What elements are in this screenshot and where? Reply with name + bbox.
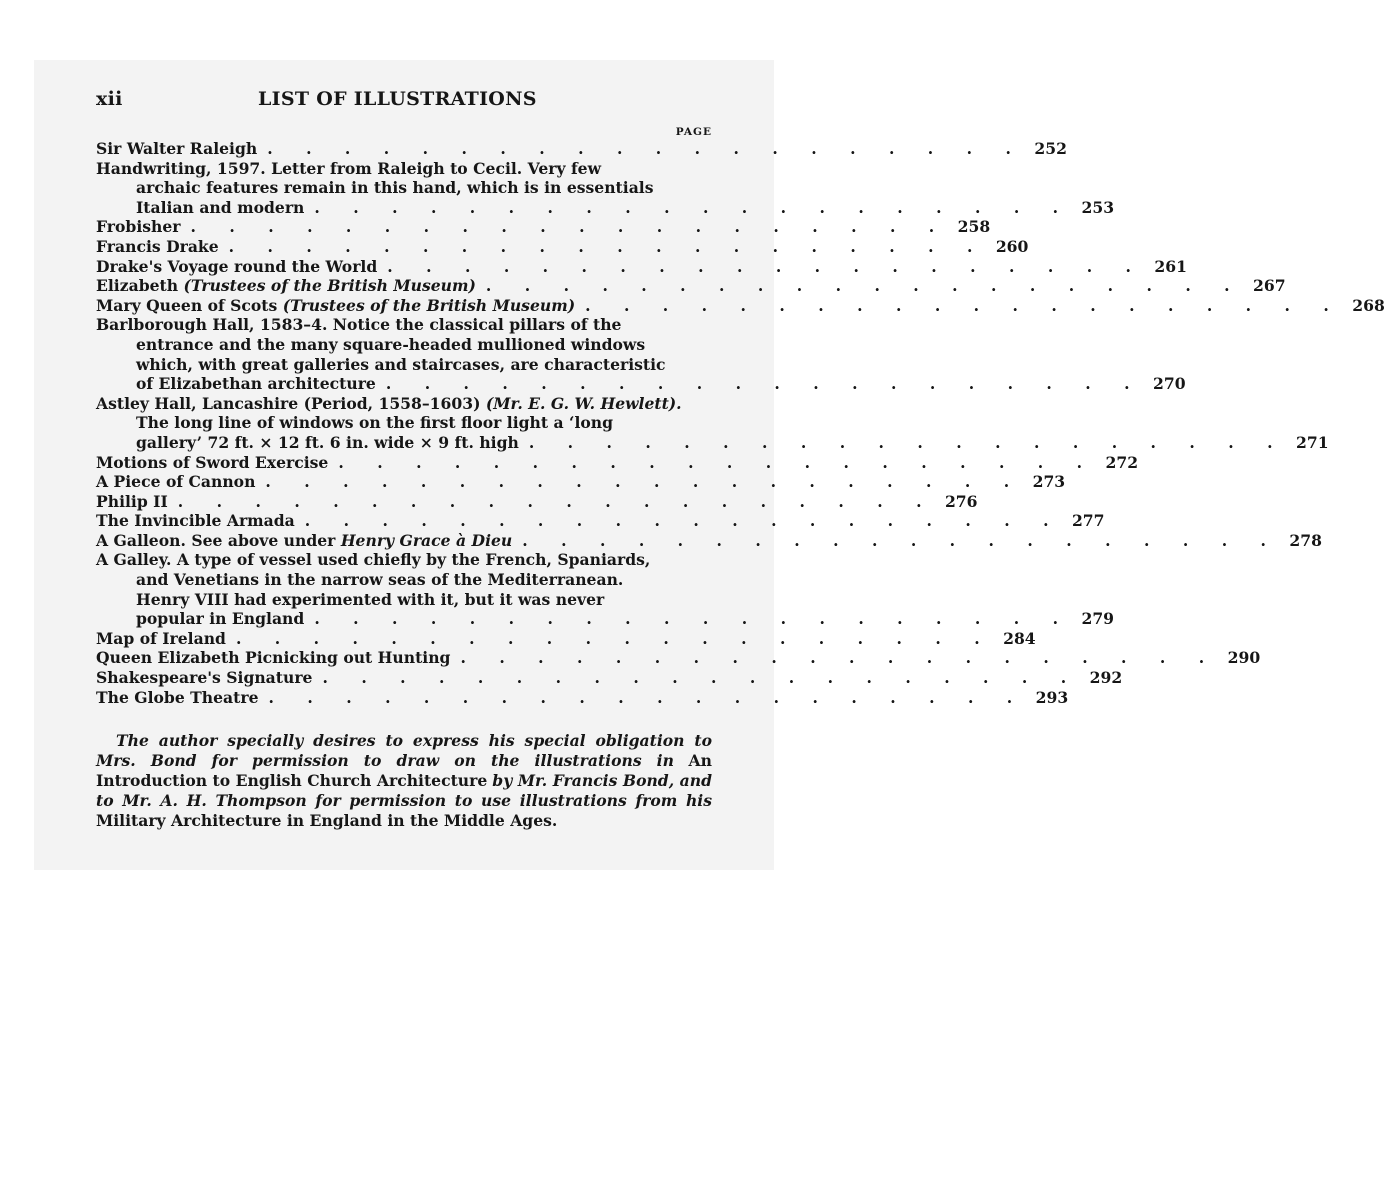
entry-page-number: 279 <box>1081 609 1115 629</box>
entry-text-line: Handwriting, 1597. Letter from Raleigh to Cecil. Very few <box>96 158 602 178</box>
entry-text-line: Barlborough Hall, 1583–4. Notice the classical pillars of the <box>96 315 622 335</box>
entry-title-text: A Piece of Cannon <box>96 472 256 492</box>
entry-page-number: 293 <box>1035 687 1069 707</box>
entry-credit: (Mr. E. G. W. Hewlett). <box>485 393 682 413</box>
entry-title <box>96 668 312 688</box>
illustration-entry <box>96 256 1187 277</box>
page-folio: xii <box>96 88 123 110</box>
entry-title-text: gallery’ 72 ft. × 12 ft. 6 in. wide × 9 ft. high <box>136 432 519 452</box>
entry-leader-line <box>96 256 1187 277</box>
entry-leader-line <box>96 374 1186 394</box>
entry-title <box>96 688 259 708</box>
entry-text-line: The long line of windows on the first floor light a ‘long <box>136 413 614 433</box>
entry-leader-line <box>96 511 1105 531</box>
entry-title <box>96 453 328 473</box>
entry-leader-line <box>96 668 1123 688</box>
entry-title <box>96 257 377 277</box>
entry-text-line: and Venetians in the narrow seas of the Mediterranean. <box>136 570 624 590</box>
page-column-heading: PAGE <box>675 126 712 138</box>
entry-page-number: 253 <box>1081 197 1115 217</box>
dot-leader: . . . . . . . . . . . . . . . . . . . . <box>304 511 1063 531</box>
illustration-entry <box>96 139 1067 159</box>
illustration-entry <box>96 628 1036 649</box>
entry-first-line <box>96 394 712 414</box>
entry-title <box>96 296 575 316</box>
illustration-entry <box>96 530 1322 551</box>
illustration-entry <box>96 295 1385 316</box>
entry-credit: (Trustees of the British Museum) <box>183 276 476 296</box>
dot-leader: . . . . . . . . . . . . . . . . . . . . <box>385 374 1144 394</box>
entry-leader-line <box>96 530 1322 551</box>
entry-leader-line <box>96 236 1029 257</box>
dot-leader: . . . . . . . . . . . . . . . . . . . . <box>228 236 987 256</box>
dot-leader: . . . . . . . . . . . . . . . . . . . . <box>460 648 1219 668</box>
entry-leader-line <box>96 139 1067 159</box>
entry-title <box>96 511 295 531</box>
illustration-entry <box>96 511 1105 531</box>
entry-leader-line <box>96 687 1069 708</box>
dot-leader: . . . . . . . . . . . . . . . . . . . . <box>322 668 1081 688</box>
entry-title-text: popular in England <box>136 609 305 629</box>
dot-leader: . . . . . . . . . . . . . . . . . . . . <box>314 197 1073 217</box>
entry-title-text: Mary Queen of Scots <box>96 295 278 315</box>
illustration-entry <box>96 668 1123 688</box>
entry-text-line: A Galley. A type of vessel used chiefly by the French, Spaniards, <box>96 550 651 570</box>
illustration-entry <box>96 236 1029 257</box>
entry-leader-line <box>96 217 991 237</box>
illustration-entry <box>96 217 991 237</box>
dot-leader: . . . . . . . . . . . . . . . . . . . . <box>314 609 1073 629</box>
entry-leader-line <box>96 295 1385 316</box>
entry-title <box>136 433 519 453</box>
dot-leader: . . . . . . . . . . . . . . . . . . . . <box>235 628 994 648</box>
dot-leader: . . . . . . . . . . . . . . . . . . . . <box>528 432 1287 452</box>
illustration-list <box>96 139 1385 707</box>
entry-title-text: The Globe Theatre <box>96 687 259 707</box>
entry-title <box>96 276 476 296</box>
dot-leader: . . . . . . . . . . . . . . . . . . . . <box>267 139 1025 158</box>
entry-page-number: 258 <box>957 217 991 237</box>
entry-title <box>96 629 226 649</box>
illustration-entry <box>96 276 1286 296</box>
entry-page-number: 277 <box>1071 511 1105 531</box>
entry-leader-line <box>96 432 1329 453</box>
entry-title-text: Philip II <box>96 491 168 511</box>
entry-page-number: 272 <box>1105 452 1139 472</box>
dot-leader: . . . . . . . . . . . . . . . . . . . . <box>387 256 1145 276</box>
acknowledgement-note <box>96 731 712 831</box>
entry-title <box>136 609 304 629</box>
entry-page-number: 271 <box>1296 432 1329 452</box>
entry-title-text: Map of Ireland <box>96 628 226 648</box>
entry-leader-line <box>96 491 978 512</box>
dot-leader: . . . . . . . . . . . . . . . . . . . . <box>585 295 1343 315</box>
entry-text-line: Henry VIII had experimented with it, but it was never <box>136 589 605 609</box>
entry-page-number: 276 <box>944 491 978 511</box>
illustration-entry <box>96 491 978 512</box>
entry-credit: (Trustees of the British Museum) <box>282 295 576 315</box>
entry-leader-line <box>96 276 1286 296</box>
dot-leader: . . . . . . . . . . . . . . . . . . . . <box>485 276 1244 296</box>
entry-leader-line <box>96 197 1115 218</box>
illustration-entry <box>96 648 1261 668</box>
entry-title <box>96 531 512 551</box>
entry-text-line: archaic features remain in this hand, which is in essentials <box>136 178 654 198</box>
dot-leader: . . . . . . . . . . . . . . . . . . . . <box>268 687 1027 707</box>
note-roman-1: An Introduction to English Church Architecture <box>96 751 712 791</box>
page-title: LIST OF ILLUSTRATIONS <box>258 88 537 110</box>
running-head <box>96 88 712 118</box>
entry-title <box>96 217 181 237</box>
note-italic-1: The author specially desires to express his special obligation to Mrs. Bond for permission to draw on the illustrations in <box>96 731 712 771</box>
entry-title-text: A Galleon. See above under <box>96 530 336 550</box>
entry-title <box>96 237 219 257</box>
entry-title-text: Shakespeare's Signature <box>96 668 313 688</box>
entry-title-text: Elizabeth <box>96 276 179 296</box>
entry-title-text: Francis Drake <box>96 236 219 256</box>
entry-title-text: Sir Walter Raleigh <box>96 139 258 158</box>
dot-leader: . . . . . . . . . . . . . . . . . . . . <box>522 530 1280 550</box>
entry-leader-line <box>96 628 1036 649</box>
book-page <box>96 88 1385 831</box>
entry-title <box>136 374 376 394</box>
entry-page-number: 252 <box>1034 139 1067 158</box>
entry-text: Astley Hall, Lancashire (Period, 1558–1603) <box>96 393 481 413</box>
entry-credit: Henry Grace à Dieu <box>340 530 513 550</box>
entry-title <box>96 648 450 668</box>
entry-leader-line <box>96 648 1261 668</box>
dot-leader: . . . . . . . . . . . . . . . . . . . . <box>265 472 1024 492</box>
illustration-entry <box>96 452 1139 473</box>
dot-leader: . . . . . . . . . . . . . . . . . . . . <box>338 452 1097 472</box>
entry-page-number: 261 <box>1154 256 1187 276</box>
dot-leader: . . . . . . . . . . . . . . . . . . . . <box>177 491 936 511</box>
illustration-entry <box>96 472 1066 492</box>
entry-page-number: 290 <box>1227 648 1261 668</box>
illustration-entry <box>96 393 1329 453</box>
illustration-entry <box>96 158 1115 218</box>
entry-title-text: The Invincible Armada <box>96 511 295 531</box>
entry-page-number: 268 <box>1352 295 1385 315</box>
entry-title-text: Drake's Voyage round the World <box>96 256 378 276</box>
entry-title <box>136 198 304 218</box>
entry-leader-line <box>96 452 1139 473</box>
entry-page-number: 267 <box>1253 276 1286 296</box>
dot-leader: . . . . . . . . . . . . . . . . . . . . <box>190 217 949 237</box>
entry-text-line: entrance and the many square-headed mullioned windows <box>136 334 646 354</box>
entry-title-text: Italian and modern <box>136 197 305 217</box>
entry-title-text: Frobisher <box>96 217 181 237</box>
entry-text-line: which, with great galleries and staircases, are characteristic <box>136 354 666 374</box>
entry-page-number: 284 <box>1003 628 1036 648</box>
entry-page-number: 273 <box>1032 472 1066 492</box>
entry-title <box>96 492 168 512</box>
note-italic-2: by Mr. Francis Bond, and to Mr. A. H. Thompson for permission to use illustrations from his <box>96 771 712 811</box>
entry-title-text: Motions of Sword Exercise <box>96 452 329 472</box>
entry-leader-line <box>96 609 1115 629</box>
entry-title-text: Queen Elizabeth Picnicking out Hunting <box>96 648 451 668</box>
entry-title-text: of Elizabethan architecture <box>136 374 376 394</box>
entry-leader-line <box>96 472 1066 492</box>
entry-page-number: 270 <box>1153 374 1186 394</box>
entry-title <box>96 472 255 492</box>
illustration-entry <box>96 550 1115 629</box>
entry-page-number: 260 <box>995 236 1029 256</box>
entry-page-number: 278 <box>1289 530 1322 550</box>
illustration-entry <box>96 315 1186 394</box>
entry-page-number: 292 <box>1089 668 1123 688</box>
note-roman-2: Military Architecture in England in the Middle Ages. <box>96 811 558 831</box>
entry-title <box>96 139 257 159</box>
illustration-entry <box>96 687 1069 708</box>
